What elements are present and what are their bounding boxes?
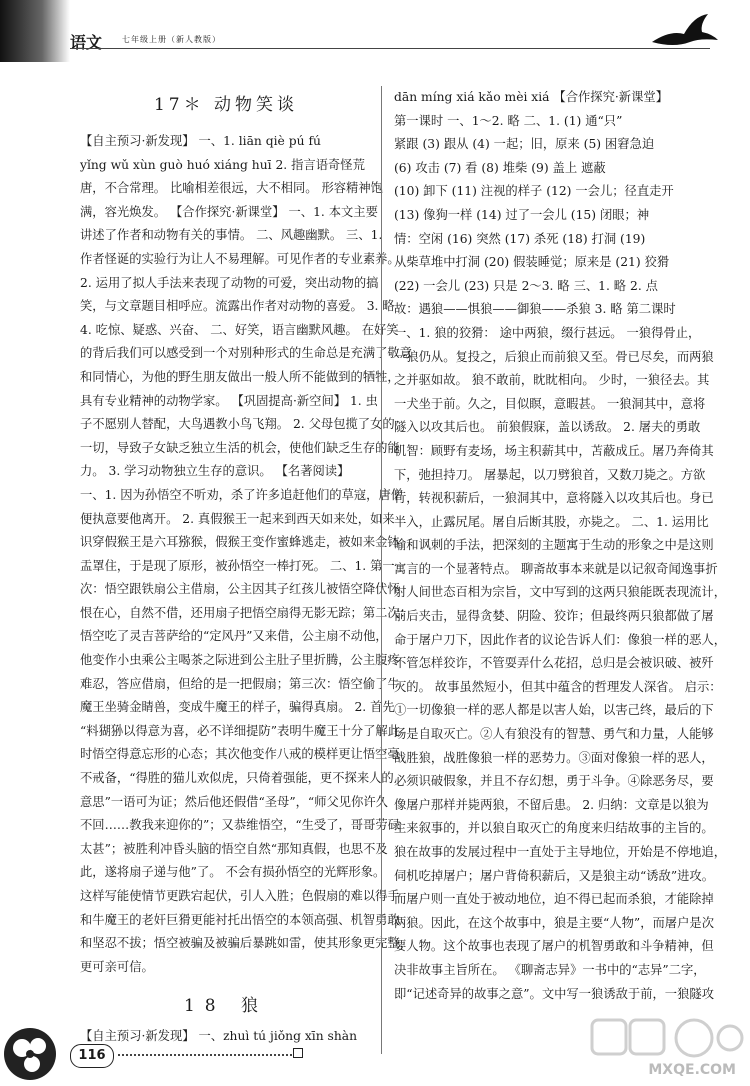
page-header [0,0,750,62]
text-line: 机智：顾野有麦场，场主积薪其中，苫蔽成丘。屠乃奔倚其 [394,443,714,458]
text-line: 决非故事主旨所在。 《聊斋志异》一书中的“志异”二字， [394,962,706,977]
text-line: 讲述了作者和动物有关的事情。 二、风趣幽默。 三、1. [80,228,383,243]
lesson-18-title: 18 狼 [183,996,269,1017]
text-line: 一、1. 狼的狡猾： 途中两狼，缀行甚远。 一狼得骨止， [394,325,701,340]
right-column [394,86,727,1006]
text-line: 情：空闲 (16) 突然 (17) 杀死 (18) 打洞 (19) [394,231,646,246]
text-line: 要人物。这个故事也表现了屠户的机智勇敢和斗争精神，但 [394,939,714,954]
text-line: 次：悟空跟铁扇公主借扇，公主因其子红孩儿被悟空降伏怀 [80,582,400,597]
text-line: 两狼。因此，在这个故事中，狼是主要“人物”，而屠户是次 [394,915,714,930]
text-line: 从柴草堆中打洞 (20) 假装睡觉；原来是 (21) 狡猾 [394,255,670,270]
text-line: (13) 像狗一样 (14) 过了一会儿 (15) 闭眼；神 [394,207,650,222]
text-line: 射人间世态百相为宗旨，文中写到的这两只狼能既表现流计， [394,585,727,600]
text-line: 寓言的一个显著特点。 聊斋故事本来就是以记叙奇闻逸事折 [394,561,718,576]
text-line: 狼在故事的发展过程中一直处于主导地位，开始是不停地追， [394,845,727,859]
left-text [80,130,413,979]
grade-label: 七年级上册（新人教版） [122,35,221,44]
flower-icon [0,1010,70,1086]
text-line: ①一切像狼一样的恶人都是以害人始，以害己终，最后的下 [394,703,714,718]
page-number: 116 [70,1044,114,1068]
dotted-rule [118,1054,292,1056]
text-line: 力。 3. 学习动物独立生存的意识。 【名著阅读】 [80,464,350,479]
text-line: 具有专业精神的动物学家。 【巩固提高·新空间】 1. 虫 [80,393,378,408]
text-line: 【自主预习·新发现】 一、1. liān qiè pú fú [80,134,321,148]
text-line: 此，遂将扇子递与他”了。 不会有损孙悟空的光辉形象。 [80,865,386,880]
text-line: 更可亲可信。 [80,959,154,974]
text-line: 便执意要他离开。 2. 真假猴王一起来到西天如来处，如来 [80,511,395,526]
text-line: 2. 运用了拟人手法来表现了动物的可爱，突出动物的搞 [80,275,379,290]
text-line: 不回……教我来迎你的”；又恭维悟空，“生受了，哥哥劳碌 [80,818,400,833]
text-line: 时悟空得意忘形的心态；其次他变作八戒的模样更让悟空毫 [80,747,400,762]
text-line: yǐng wǔ xùn guò huó xiáng huī 2. 指言语奇怪荒 [80,157,365,172]
text-line: 魔王坐骑金睛兽，变成牛魔王的样子，骗得真扇。 2. 首先 [80,700,395,715]
text-line: 他变作小虫乘公主喝茶之际进到公主肚子里折腾，公主腹疼 [80,653,400,668]
text-line: 作者怪诞的实验行为让人不易理解。可见作者的专业素养。 [80,251,400,266]
bird-icon [650,12,720,52]
text-line: 的背后我们可以感受到一个对别种形式的生命总是充满了敬意 [80,346,413,361]
square-mark [293,1048,303,1058]
header-decoration [0,0,70,62]
text-line: 和牛魔王的老奸巨猾更能衬托出悟空的本领高强、机智勇敢 [80,912,400,927]
text-line: 而屠户则一直处于被动地位，迫不得已起而杀狼，才能除掉 [394,892,714,907]
watermark-url: MXQE.COM [648,1062,736,1078]
column-divider [381,86,382,1054]
text-line: 和同情心，为他的野生朋友做出一般人所不能做到的牺牲， [80,369,400,384]
page-footer [0,1010,750,1086]
text-line: 笑，与文章题目相呼应。流露出作者对动物的喜爱。 3. 略 [80,299,395,314]
text-line: 紧跟 (3) 跟从 (4) 一起；旧，原来 (5) 困窘急迫 [394,137,655,152]
text-line: 必须识破假象，并且不存幻想，勇于斗争。④除恶务尽，要 [394,774,714,789]
text-line: 第一课时 一、1～2. 略 二、1. (1) 通“只” [394,113,623,128]
text-line: 战胜狼，战胜像狼一样的恶势力。③面对像狼一样的恶人， [394,750,714,765]
text-line: 【自主预习·新发现】 一、zhuì tú jiǒng xīn shàn [80,1029,358,1044]
text-line: 即“记述奇异的故事之意”。文中写一狼诱敌于前，一狼隧攻 [394,986,714,1001]
text-line: 悟空吃了灵吉菩萨给的“定风丹”又来借，公主扇不动他， [80,629,388,644]
text-line: 恨在心，自然不借，还用扇子把悟空扇得无影无踪；第二次： [80,605,413,620]
text-line: 主来叙事的，并以狼自取灭亡的角度来归结故事的主旨的。 [394,821,714,836]
text-line: 一狼仍从。复投之，后狼止而前狼又至。骨已尽矣，而两狼 [394,349,714,364]
text-line: 半入，止露尻尾。屠自后断其股，亦毙之。 二、1. 运用比 [394,514,709,529]
text-line: 满，容光焕发。 【合作探究·新课堂】 一、1. 本文主要 [80,204,378,219]
text-line: 一、1. 因为孙悟空不听劝，杀了许多追赶他们的草寇，唐僧 [80,487,404,502]
text-line: 不戒备，“得胜的猫儿欢似虎，只倚着强能，更不探来人的 [80,771,394,786]
text-line: 唐，不合常理。 比喻相差很远，大不相同。 形容精神饱 [80,181,383,196]
text-line: 太甚”；被胜利冲昏头脑的悟空自然“那知真假，也思不及 [80,841,388,856]
text-line: 一犬坐于前。久之，目似瞑，意暇甚。 一狼洞其中，意将 [394,396,706,411]
text-line: 4. 吃惊、疑惑、兴奋、 二、好笑，语言幽默风趣。 在好笑 [80,322,399,337]
text-line: (6) 攻击 (7) 看 (8) 堆柴 (9) 盖上 遮蔽 [394,160,606,175]
right-text [394,86,727,1006]
subject-label: 语文 [70,33,103,52]
text-line: 行，转视积薪后，一狼洞其中，意将隧入以攻其后也。身已 [394,491,714,506]
text-line: 意思”一语可为证；然后他还假借“圣母”，“师父见你许久 [80,794,388,809]
text-line: 识穿假猴王是六耳猕猴，假猴王变作蜜蜂逃走，被如来金钵 [80,535,400,550]
text-line: 不管怎样狡诈，不管耍弄什么花招，总归是会被识破、被歼 [394,656,714,671]
text-line: 隧入以攻其后也。 前狼假寐，盖以诱敌。 2. 屠夫的勇敢 [394,420,701,435]
text-line: 喻和讽刺的手法，把深刻的主题寓于生动的形象之中是这则 [394,538,714,553]
text-line: 一切，导致子女缺乏独立生活的机会，使他们缺乏生存的能 [80,440,400,455]
text-line: 像屠户那样并毙两狼，不留后患。 2. 归纳：文章是以狼为 [394,797,709,812]
text-line: 难忍，答应借扇，但给的是一把假扇；第三次：悟空偷了牛 [80,676,400,691]
text-line: 之并驱如故。 狼不敢前，眈眈相向。 少时，一狼径去。其 [394,373,710,388]
text-line: 灭的。 故事虽然短小，但其中蕴含的哲理发人深省。 启示： [394,679,722,694]
text-line: 下，弛担持刀。 屠暴起，以刀劈狼首，又数刀毙之。方欲 [394,467,706,482]
lesson-17-title: 17＊ 动物笑谈 [153,95,299,115]
text-line: 前后夹击，显得贪婪、阴险、狡诈；但最终两只狼都做了屠 [394,609,714,624]
text-line: dān míng xiá kǎo mèi xiá 【合作探究·新课堂】 [394,90,668,104]
text-line: 场是自取灭亡。②人有狼没有的智慧、勇气和力量，人能够 [394,727,714,742]
text-line: “料猢狲以得意为喜，必不详细提防”表明牛魔王十分了解此 [80,723,400,738]
text-line: 伺机吃掉屠户；屠户背倚积薪后，又是狼主动“诱敌”进攻。 [394,868,714,883]
text-line: 和坚忍不拔；悟空被骗及被骗后暴跳如雷，使其形象更完整， [80,936,413,951]
text-line: (22) 一会儿 (23) 只是 2～3. 略 三、1. 略 2. 点 [394,278,658,293]
text-line: 故：遇狼——惧狼——御狼——杀狼 3. 略 第二课时 [394,302,676,317]
header-rule [70,48,710,49]
text-line: 盂罩住，于是现了原形，被孙悟空一棒打死。 二、1. 第一 [80,558,395,573]
left-column [80,86,413,1049]
text-line: 子不愿别人替配，大鸟遇教小鸟飞翔。 2. 父母包揽了女的 [80,417,395,432]
text-line: 这样写能使情节更跌宕起伏，引人入胜；色假扇的难以得手 [80,889,400,903]
text-line: 命于屠户刀下，因此作者的议论告诉人们：像狼一样的恶人， [394,632,727,647]
text-line: (10) 卸下 (11) 注视的样子 (12) 一会儿；径直走开 [394,184,674,199]
